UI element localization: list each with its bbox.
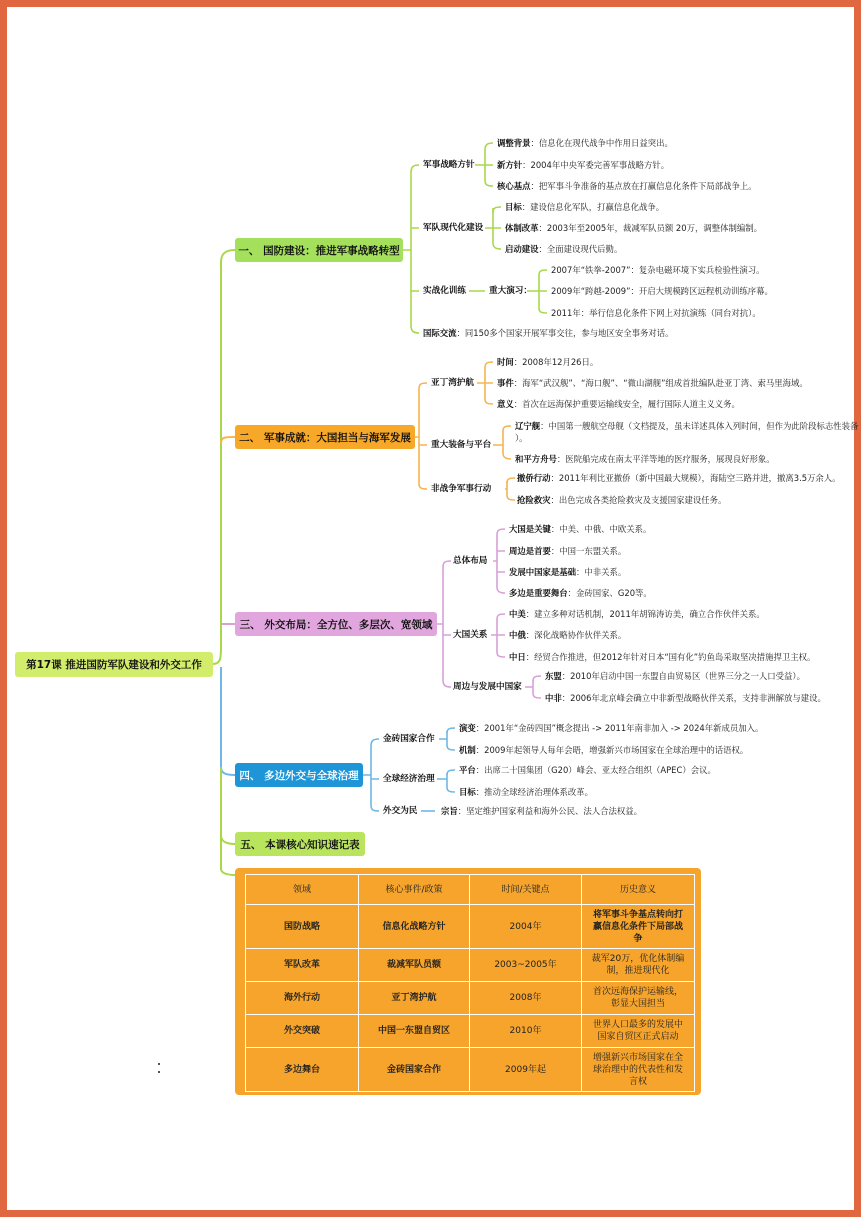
table-row	[246, 982, 695, 1015]
cell-meaning: 首次远海保护运输线， 彰显大国担当	[582, 982, 695, 1015]
node-brics[interactable]: 金砖国家合作	[383, 734, 435, 744]
leaf: 辽宁舰：中国第一艘航空母舰（文档提及，虽未详述具体入列时间，但作为此阶段标志性装备	[515, 421, 859, 431]
leaf: 抢险救灾：出色完成各类抢险救灾及支援国家建设任务。	[517, 495, 727, 505]
cell-event: 亚丁湾护航	[359, 982, 470, 1015]
leaf: 机制：2009年起领导人每年会晤，增强新兴市场国家在全球治理中的话语权。	[459, 745, 749, 755]
leaf: 2007年“铁拳-2007”：复杂电磁环境下实兵检验性演习。	[551, 265, 765, 275]
section-5-title[interactable]: 五、 本课核心知识速记表	[235, 832, 365, 856]
leaf: 中非：2006年北京峰会确立中非新型战略伙伴关系，支持非洲解放与建设。	[545, 693, 826, 703]
root-topic[interactable]: 第17课 推进国防军队建设和外交工作	[15, 652, 213, 677]
section-3-title[interactable]: 三、 外交布局：全方位、多层次、宽领域	[235, 612, 437, 636]
section-1-title[interactable]: 一、 国防建设：推进军事战略转型	[235, 238, 403, 262]
leaf: 中日：经贸合作推进，但2012年针对日本“国有化”钓鱼岛采取坚决措施捍卫主权。	[509, 652, 816, 662]
header-cell: 领域	[246, 875, 359, 905]
leaf: 演变：2001年“金砖四国”概念提出 -> 2011年南非加入 -> 2024年新成员加入。	[459, 723, 764, 733]
leaf: 东盟：2010年启动中国一东盟自由贸易区（世界三分之一人口受益）。	[545, 671, 805, 681]
cell-meaning: 世界人口最多的发展中 国家自贸区正式启动	[582, 1015, 695, 1048]
cell-meaning: 裁军20万，优化体制编 制，推进现代化	[582, 949, 695, 982]
header-cell: 核心事件/政策	[359, 875, 470, 905]
leaf: 宗旨：坚定维护国家利益和海外公民、法人合法权益。	[441, 806, 642, 816]
leaf: ）。	[515, 433, 528, 443]
leaf: 中俄：深化战略协作伙伴关系。	[509, 630, 627, 640]
cell-area: 军队改革	[246, 949, 359, 982]
leaf: 体制改革：2003年至2005年，裁减军队员额 20万，调整体制编制。	[505, 223, 762, 233]
cell-area: 国防战略	[246, 905, 359, 949]
node-equip[interactable]: 重大装备与平台	[431, 440, 492, 450]
cell-meaning: 将军事斗争基点转向打 赢信息化条件下局部战 争	[582, 905, 695, 949]
leaf: 中美：建立多种对话机制，2011年胡锦涛访美，确立合作伙伴关系。	[509, 609, 765, 619]
leaf: 2011年：举行信息化条件下网上对抗演练（同台对抗）。	[551, 308, 761, 318]
node-econ[interactable]: 全球经济治理	[383, 774, 435, 784]
cell-event: 信息化战略方针	[359, 905, 470, 949]
node-nonwar[interactable]: 非战争军事行动	[431, 484, 492, 494]
header-cell: 历史意义	[582, 875, 695, 905]
cell-event: 裁减军队员额	[359, 949, 470, 982]
cell-area: 多边舞台	[246, 1048, 359, 1092]
table-header-row	[246, 875, 695, 905]
cell-meaning: 增强新兴市场国家在全 球治理中的代表性和发 言权	[582, 1048, 695, 1092]
node-neighbor[interactable]: 周边与发展中国家	[453, 682, 522, 692]
node-exchange[interactable]: 国际交流：同150多个国家开展军事交往，参与地区安全事务对话。	[423, 328, 674, 338]
node-gulf[interactable]: 亚丁湾护航	[431, 378, 474, 388]
leaf: 目标：建设信息化军队，打赢信息化战争。	[505, 202, 665, 212]
leaf: 大国是关键：中美、中俄、中欧关系。	[509, 524, 652, 534]
cell-area: 外交突破	[246, 1015, 359, 1048]
table-row	[246, 1015, 695, 1048]
node-modern[interactable]: 军队现代化建设	[423, 223, 484, 233]
leaf: 启动建设：全面建设现代后勤。	[505, 244, 623, 254]
leaf: 调整背景：信息化在现代战争中作用日益突出。	[497, 138, 673, 148]
cell-time: 2003~2005年	[470, 949, 582, 982]
leaf: 事件：海军“武汉舰”、“海口舰”、“微山湖舰”组成首批编队赴亚丁湾、索马里海域。	[497, 378, 808, 388]
node-strategy[interactable]: 军事战略方针	[423, 160, 475, 170]
summary-table	[245, 874, 695, 1092]
leaf: 目标：推动全球经济治理体系改革。	[459, 787, 593, 797]
leaf: 2009年“跨越-2009”：开启大规模跨区远程机动训练序幕。	[551, 286, 773, 296]
cell-area: 海外行动	[246, 982, 359, 1015]
summary-table-card	[235, 868, 701, 1095]
cell-event: 金砖国家合作	[359, 1048, 470, 1092]
node-training[interactable]: 实战化训练	[423, 286, 466, 296]
leaf: 多边是重要舞台：金砖国家、G20等。	[509, 588, 652, 598]
table-row	[246, 1048, 695, 1092]
node-overall[interactable]: 总体布局	[453, 556, 488, 566]
node-people[interactable]: 外交为民	[383, 806, 418, 816]
leaf: 新方针：2004年中央军委完善军事战略方针。	[497, 160, 670, 170]
node-drills[interactable]: 重大演习：	[489, 286, 532, 296]
header-cell: 时间/关键点	[470, 875, 582, 905]
leaf: 核心基点：把军事斗争准备的基点放在打赢信息化条件下局部战争上。	[497, 181, 757, 191]
leaf: 平台：出席二十国集团（G20）峰会、亚太经合组织（APEC）会议。	[459, 765, 716, 775]
leaf: 时间：2008年12月26日。	[497, 357, 599, 367]
cell-time: 2004年	[470, 905, 582, 949]
table-row	[246, 905, 695, 949]
leaf: 周边是首要：中国一东盟关系。	[509, 546, 627, 556]
leaf: 意义：首次在远海保护重要运输线安全，履行国际人道主义义务。	[497, 399, 740, 409]
leaf: 发展中国家是基础：中非关系。	[509, 567, 627, 577]
leaf: 撤侨行动：2011年利比亚撤侨（新中国最大规模），海陆空三路并进，撤离3.5万余人。	[517, 473, 841, 483]
stray-mark	[158, 1071, 160, 1073]
cell-time: 2009年起	[470, 1048, 582, 1092]
cell-event: 中国一东盟自贸区	[359, 1015, 470, 1048]
leaf: 和平方舟号：医院船完成在南太平洋等地的医疗服务，展现良好形象。	[515, 454, 775, 464]
section-2-title[interactable]: 二、 军事成就：大国担当与海军发展	[235, 425, 415, 449]
cell-time: 2010年	[470, 1015, 582, 1048]
node-major[interactable]: 大国关系	[453, 630, 488, 640]
section-4-title[interactable]: 四、 多边外交与全球治理	[235, 763, 363, 787]
stray-mark	[158, 1063, 160, 1065]
cell-time: 2008年	[470, 982, 582, 1015]
table-row	[246, 949, 695, 982]
